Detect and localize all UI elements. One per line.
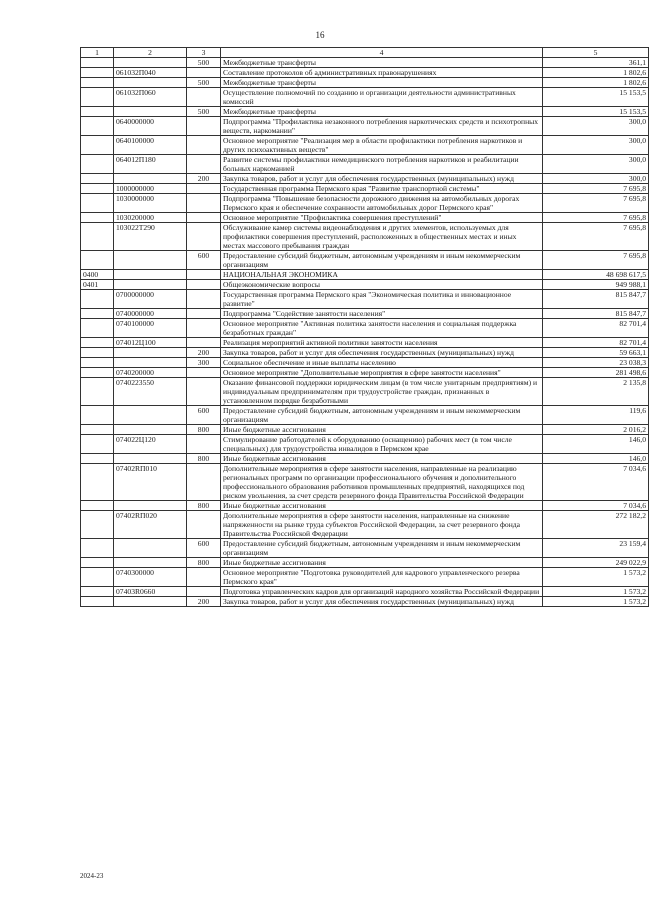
amount-cell: 2 135,8 bbox=[543, 378, 649, 406]
target-article-cell bbox=[114, 558, 187, 568]
table-row bbox=[81, 348, 649, 358]
amount-cell: 23 159,4 bbox=[543, 539, 649, 558]
section-code-cell bbox=[81, 587, 114, 597]
target-article-cell: 1030000000 bbox=[114, 194, 187, 213]
target-article-cell bbox=[114, 539, 187, 558]
item-name-cell: Социальное обеспечение и иные выплаты населению bbox=[221, 358, 543, 368]
item-name-cell: Стимулирование работодателей к оборудованию (оснащению) рабочих мест (в том числе специальных) для трудоустройства инвалидов в Пермском крае bbox=[221, 435, 543, 454]
amount-cell: 272 182,2 bbox=[543, 511, 649, 539]
target-article-cell bbox=[114, 251, 187, 270]
item-name-cell: Основное мероприятие "Реализация мер в области профилактики потребления наркотиков и других психоактивных веществ" bbox=[221, 136, 543, 155]
amount-cell: 7 695,8 bbox=[543, 223, 649, 251]
item-name-cell: Дополнительные мероприятия в сфере занятости населения, направленные на снижение напряженности на рынке труда субъектов Российской Федерации, за счет резервного фонда Правительства Российской Федерации bbox=[221, 511, 543, 539]
item-name-cell: Основное мероприятие "Дополнительные мероприятия в сфере занятости населения" bbox=[221, 368, 543, 378]
item-name-cell: Предоставление субсидий бюджетным, автономным учреждениям и иным некоммерческим организациям bbox=[221, 406, 543, 425]
expense-type-cell bbox=[187, 68, 221, 78]
table-row bbox=[81, 68, 649, 78]
item-name-cell: Подпрограмма "Повышение безопасности дорожного движения на автомобильных дорогах Пермского края и обеспечение сохранности автомобильных дорог Пермского края" bbox=[221, 194, 543, 213]
section-code-cell bbox=[81, 184, 114, 194]
expense-type-cell: 500 bbox=[187, 107, 221, 117]
target-article-cell bbox=[114, 270, 187, 280]
target-article-cell bbox=[114, 454, 187, 464]
amount-cell: 1 802,6 bbox=[543, 68, 649, 78]
amount-cell: 361,1 bbox=[543, 58, 649, 68]
table-row bbox=[81, 587, 649, 597]
amount-cell: 949 988,1 bbox=[543, 280, 649, 290]
item-name-cell: Иные бюджетные ассигнования bbox=[221, 501, 543, 511]
expense-type-cell: 600 bbox=[187, 406, 221, 425]
table-row bbox=[81, 184, 649, 194]
section-code-cell bbox=[81, 511, 114, 539]
section-code-cell bbox=[81, 501, 114, 511]
expense-type-cell bbox=[187, 338, 221, 348]
table-row bbox=[81, 378, 649, 406]
target-article-cell: 07402RП020 bbox=[114, 511, 187, 539]
target-article-cell: 074012Ц100 bbox=[114, 338, 187, 348]
amount-cell: 815 847,7 bbox=[543, 290, 649, 309]
section-code-cell bbox=[81, 117, 114, 136]
amount-cell: 1 573,2 bbox=[543, 597, 649, 607]
item-name-cell: Иные бюджетные ассигнования bbox=[221, 454, 543, 464]
amount-cell: 7 695,8 bbox=[543, 184, 649, 194]
expense-type-cell: 200 bbox=[187, 597, 221, 607]
footer-code: 2024-23 bbox=[80, 872, 104, 880]
expense-type-cell bbox=[187, 309, 221, 319]
budget-table bbox=[80, 47, 649, 607]
item-name-cell: Предоставление субсидий бюджетным, автономным учреждениям и иным некоммерческим организациям bbox=[221, 539, 543, 558]
table-row bbox=[81, 290, 649, 309]
table-row bbox=[81, 88, 649, 107]
target-article-cell bbox=[114, 174, 187, 184]
amount-cell: 7 695,8 bbox=[543, 213, 649, 223]
column-number: 5 bbox=[543, 48, 649, 58]
amount-cell: 15 153,5 bbox=[543, 88, 649, 107]
target-article-cell: 0640000000 bbox=[114, 117, 187, 136]
item-name-cell: Оказание финансовой поддержки юридическим лицам (в том числе унитарным предприятиям) и индивидуальным предпринимателям при трудоустройстве граждан, признанных в установленном порядке безработными bbox=[221, 378, 543, 406]
table-row bbox=[81, 309, 649, 319]
item-name-cell: Подпрограмма "Профилактика незаконного потребления наркотических средств и психотропных веществ, наркомании" bbox=[221, 117, 543, 136]
amount-cell: 23 038,3 bbox=[543, 358, 649, 368]
page-number: 16 bbox=[315, 30, 325, 40]
amount-cell: 281 498,6 bbox=[543, 368, 649, 378]
table-row bbox=[81, 213, 649, 223]
section-code-cell bbox=[81, 309, 114, 319]
item-name-cell: Осуществление полномочий по созданию и организации деятельности административных комиссий bbox=[221, 88, 543, 107]
expense-type-cell: 800 bbox=[187, 558, 221, 568]
target-article-cell: 1000000000 bbox=[114, 184, 187, 194]
item-name-cell: Подготовка управленческих кадров для организаций народного хозяйства Российской Федерации bbox=[221, 587, 543, 597]
section-code-cell bbox=[81, 223, 114, 251]
target-article-cell: 07402RП010 bbox=[114, 464, 187, 501]
section-code-cell bbox=[81, 406, 114, 425]
amount-cell: 82 701,4 bbox=[543, 319, 649, 338]
item-name-cell: Развитие системы профилактики немедицинского потребления наркотиков и реабилитации больных наркоманией bbox=[221, 155, 543, 174]
expense-type-cell bbox=[187, 464, 221, 501]
table-row bbox=[81, 368, 649, 378]
target-article-cell bbox=[114, 501, 187, 511]
target-article-cell: 061032П060 bbox=[114, 88, 187, 107]
section-code-cell bbox=[81, 348, 114, 358]
section-code-cell bbox=[81, 58, 114, 68]
section-code-cell bbox=[81, 358, 114, 368]
section-code-cell bbox=[81, 88, 114, 107]
expense-type-cell bbox=[187, 368, 221, 378]
column-number-row bbox=[81, 48, 649, 58]
table-row bbox=[81, 107, 649, 117]
table-row bbox=[81, 454, 649, 464]
section-code-cell bbox=[81, 194, 114, 213]
expense-type-cell: 300 bbox=[187, 358, 221, 368]
section-code-cell bbox=[81, 464, 114, 501]
item-name-cell: Закупка товаров, работ и услуг для обеспечения государственных (муниципальных) нужд bbox=[221, 597, 543, 607]
item-name-cell: Основное мероприятие "Подготовка руководителей для кадрового управленческого резерва Пермского края" bbox=[221, 568, 543, 587]
expense-type-cell bbox=[187, 587, 221, 597]
target-article-cell bbox=[114, 78, 187, 88]
section-code-cell bbox=[81, 539, 114, 558]
expense-type-cell bbox=[187, 378, 221, 406]
section-code-cell bbox=[81, 319, 114, 338]
section-code-cell bbox=[81, 78, 114, 88]
table-row bbox=[81, 558, 649, 568]
section-code-cell: 0401 bbox=[81, 280, 114, 290]
table-row bbox=[81, 501, 649, 511]
item-name-cell: Закупка товаров, работ и услуг для обеспечения государственных (муниципальных) нужд bbox=[221, 174, 543, 184]
column-number: 3 bbox=[187, 48, 221, 58]
target-article-cell: 074022Ц120 bbox=[114, 435, 187, 454]
target-article-cell bbox=[114, 358, 187, 368]
target-article-cell: 064012П180 bbox=[114, 155, 187, 174]
target-article-cell: 0740200000 bbox=[114, 368, 187, 378]
amount-cell: 119,6 bbox=[543, 406, 649, 425]
table-row bbox=[81, 270, 649, 280]
section-code-cell bbox=[81, 338, 114, 348]
section-code-cell bbox=[81, 378, 114, 406]
section-code-cell bbox=[81, 136, 114, 155]
amount-cell: 7 695,8 bbox=[543, 251, 649, 270]
expense-type-cell bbox=[187, 290, 221, 309]
expense-type-cell bbox=[187, 435, 221, 454]
expense-type-cell bbox=[187, 184, 221, 194]
amount-cell: 146,0 bbox=[543, 435, 649, 454]
column-number: 2 bbox=[114, 48, 187, 58]
target-article-cell: 0740223550 bbox=[114, 378, 187, 406]
table-body bbox=[81, 48, 649, 607]
target-article-cell: 061032П040 bbox=[114, 68, 187, 78]
table-row bbox=[81, 58, 649, 68]
amount-cell: 815 847,7 bbox=[543, 309, 649, 319]
amount-cell: 59 663,1 bbox=[543, 348, 649, 358]
amount-cell: 146,0 bbox=[543, 454, 649, 464]
section-code-cell bbox=[81, 368, 114, 378]
table-row bbox=[81, 464, 649, 501]
target-article-cell: 0640100000 bbox=[114, 136, 187, 155]
amount-cell: 2 016,2 bbox=[543, 425, 649, 435]
amount-cell: 82 701,4 bbox=[543, 338, 649, 348]
target-article-cell bbox=[114, 597, 187, 607]
expense-type-cell: 800 bbox=[187, 454, 221, 464]
table-row bbox=[81, 319, 649, 338]
amount-cell: 1 802,6 bbox=[543, 78, 649, 88]
table-row bbox=[81, 280, 649, 290]
amount-cell: 1 573,2 bbox=[543, 568, 649, 587]
table-row bbox=[81, 406, 649, 425]
target-article-cell: 0740000000 bbox=[114, 309, 187, 319]
expense-type-cell bbox=[187, 136, 221, 155]
expense-type-cell bbox=[187, 88, 221, 107]
table-row bbox=[81, 117, 649, 136]
table-row bbox=[81, 511, 649, 539]
item-name-cell: Государственная программа Пермского края "Экономическая политика и инновационное развитие" bbox=[221, 290, 543, 309]
item-name-cell: Закупка товаров, работ и услуг для обеспечения государственных (муниципальных) нужд bbox=[221, 348, 543, 358]
target-article-cell: 0740300000 bbox=[114, 568, 187, 587]
expense-type-cell bbox=[187, 280, 221, 290]
section-code-cell bbox=[81, 107, 114, 117]
table-row bbox=[81, 194, 649, 213]
section-code-cell bbox=[81, 597, 114, 607]
item-name-cell: Реализация мероприятий активной политики занятости населения bbox=[221, 338, 543, 348]
section-code-cell bbox=[81, 425, 114, 435]
item-name-cell: Основное мероприятие "Активная политика занятости населения и социальная поддержка безработных граждан" bbox=[221, 319, 543, 338]
table-row bbox=[81, 435, 649, 454]
table-row bbox=[81, 539, 649, 558]
item-name-cell: Основное мероприятие "Профилактика совершения преступлений" bbox=[221, 213, 543, 223]
target-article-cell bbox=[114, 107, 187, 117]
target-article-cell: 103022Т290 bbox=[114, 223, 187, 251]
section-code-cell: 0400 bbox=[81, 270, 114, 280]
amount-cell: 300,0 bbox=[543, 117, 649, 136]
section-code-cell bbox=[81, 454, 114, 464]
expense-type-cell: 600 bbox=[187, 251, 221, 270]
column-number: 1 bbox=[81, 48, 114, 58]
expense-type-cell bbox=[187, 568, 221, 587]
table-row bbox=[81, 425, 649, 435]
table-row bbox=[81, 223, 649, 251]
amount-cell: 48 698 617,5 bbox=[543, 270, 649, 280]
target-article-cell: 0740100000 bbox=[114, 319, 187, 338]
amount-cell: 300,0 bbox=[543, 136, 649, 155]
item-name-cell: Межбюджетные трансферты bbox=[221, 78, 543, 88]
item-name-cell: НАЦИОНАЛЬНАЯ ЭКОНОМИКА bbox=[221, 270, 543, 280]
target-article-cell: 07403R0660 bbox=[114, 587, 187, 597]
item-name-cell: Обслуживание камер системы видеонаблюдения и других элементов, используемых для профилактики совершения преступлений, расположенных в общественных местах и иных местах массового пребывания граждан bbox=[221, 223, 543, 251]
item-name-cell: Дополнительные мероприятия в сфере занятости населения, направленные на реализацию региональных программ по организации профессионального обучения и дополнительного профессионального образования работников промышленных предприятий, находящихся под риском увольнения, за счет средств резервного фонда Правительства Российской Федерации bbox=[221, 464, 543, 501]
expense-type-cell bbox=[187, 511, 221, 539]
section-code-cell bbox=[81, 174, 114, 184]
item-name-cell: Межбюджетные трансферты bbox=[221, 58, 543, 68]
amount-cell: 7 034,6 bbox=[543, 464, 649, 501]
section-code-cell bbox=[81, 568, 114, 587]
section-code-cell bbox=[81, 213, 114, 223]
table-row bbox=[81, 155, 649, 174]
expense-type-cell: 200 bbox=[187, 348, 221, 358]
target-article-cell bbox=[114, 348, 187, 358]
amount-cell: 249 022,9 bbox=[543, 558, 649, 568]
amount-cell: 1 573,2 bbox=[543, 587, 649, 597]
expense-type-cell bbox=[187, 319, 221, 338]
section-code-cell bbox=[81, 155, 114, 174]
expense-type-cell: 500 bbox=[187, 58, 221, 68]
expense-type-cell: 200 bbox=[187, 174, 221, 184]
column-number: 4 bbox=[221, 48, 543, 58]
expense-type-cell bbox=[187, 223, 221, 251]
target-article-cell: 0700000000 bbox=[114, 290, 187, 309]
section-code-cell bbox=[81, 68, 114, 78]
item-name-cell: Предоставление субсидий бюджетным, автономным учреждениям и иным некоммерческим организациям bbox=[221, 251, 543, 270]
amount-cell: 300,0 bbox=[543, 155, 649, 174]
expense-type-cell: 500 bbox=[187, 78, 221, 88]
item-name-cell: Иные бюджетные ассигнования bbox=[221, 558, 543, 568]
table-row bbox=[81, 251, 649, 270]
table-row bbox=[81, 174, 649, 184]
expense-type-cell bbox=[187, 117, 221, 136]
section-code-cell bbox=[81, 290, 114, 309]
table-row bbox=[81, 597, 649, 607]
expense-type-cell: 800 bbox=[187, 425, 221, 435]
expense-type-cell bbox=[187, 155, 221, 174]
item-name-cell: Государственная программа Пермского края "Развитие транспортной системы" bbox=[221, 184, 543, 194]
expense-type-cell bbox=[187, 270, 221, 280]
item-name-cell: Подпрограмма "Содействие занятости населения" bbox=[221, 309, 543, 319]
table-row bbox=[81, 136, 649, 155]
section-code-cell bbox=[81, 435, 114, 454]
target-article-cell bbox=[114, 280, 187, 290]
target-article-cell bbox=[114, 425, 187, 435]
item-name-cell: Иные бюджетные ассигнования bbox=[221, 425, 543, 435]
expense-type-cell: 800 bbox=[187, 501, 221, 511]
table-row bbox=[81, 568, 649, 587]
table-row bbox=[81, 338, 649, 348]
table-row bbox=[81, 358, 649, 368]
amount-cell: 7 034,6 bbox=[543, 501, 649, 511]
target-article-cell: 1030200000 bbox=[114, 213, 187, 223]
table-row bbox=[81, 78, 649, 88]
item-name-cell: Общеэкономические вопросы bbox=[221, 280, 543, 290]
amount-cell: 300,0 bbox=[543, 174, 649, 184]
target-article-cell bbox=[114, 58, 187, 68]
expense-type-cell bbox=[187, 194, 221, 213]
section-code-cell bbox=[81, 558, 114, 568]
item-name-cell: Составление протоколов об административных правонарушениях bbox=[221, 68, 543, 78]
item-name-cell: Межбюджетные трансферты bbox=[221, 107, 543, 117]
expense-type-cell bbox=[187, 213, 221, 223]
expense-type-cell: 600 bbox=[187, 539, 221, 558]
section-code-cell bbox=[81, 251, 114, 270]
amount-cell: 15 153,5 bbox=[543, 107, 649, 117]
amount-cell: 7 695,8 bbox=[543, 194, 649, 213]
target-article-cell bbox=[114, 406, 187, 425]
